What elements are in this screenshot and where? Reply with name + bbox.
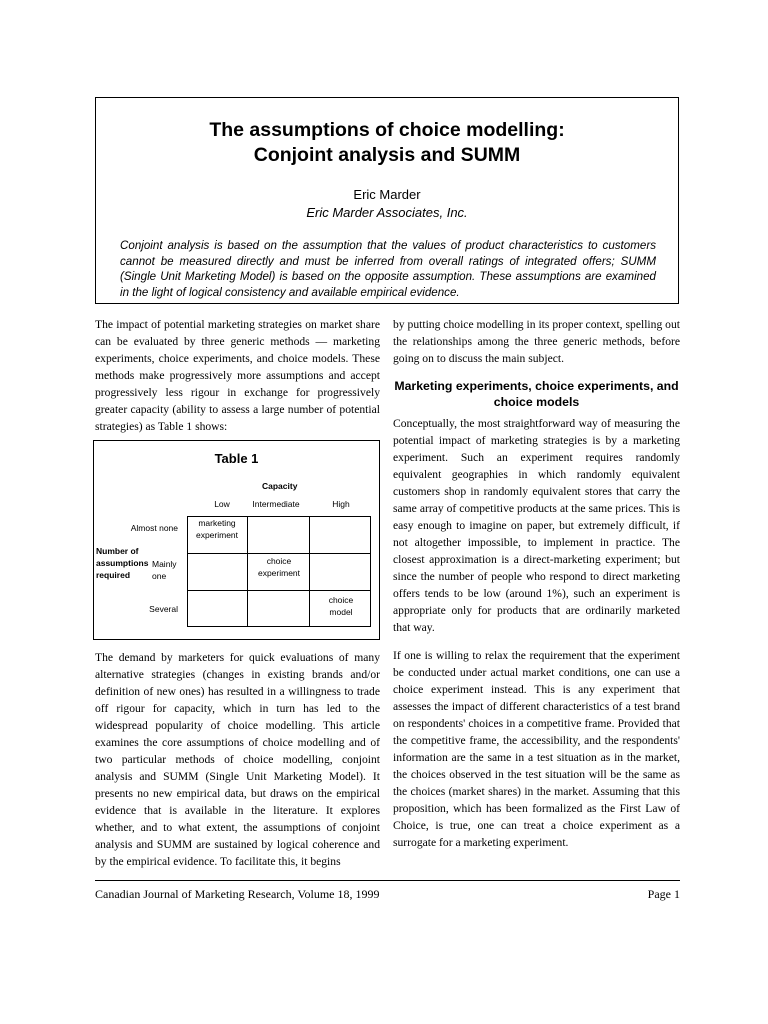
section-heading: Marketing experiments, choice experiments, and choice models xyxy=(394,379,679,409)
grid-line xyxy=(187,590,371,591)
cell-marketing-experiment: marketing experiment xyxy=(195,518,239,540)
col-header-intermediate: Intermediate xyxy=(252,499,300,509)
left-paragraph-2: The demand by marketers for quick evaluations of many alternative strategies (changes in existing brands and/or definition of new ones) has resulted in a willingness to trade off rigour for capacity, which in turn has led to the widespread popularity of choice modelling. This article examines the core assumptions of choice modelling and of two particular methods of choice modelling, conjoint analysis and SUMM (Single Unit Marketing Model). It presents no new empirical data, but draws on the empirical evidence that is available in the literature. It explores whether, and to what extent, the assumptions of conjoint analysis and SUMM are sustained by logical coherence and by the empirical evidence. To facilitate this, it begins xyxy=(95,651,380,868)
capacity-label: Capacity xyxy=(262,481,298,491)
row-axis-label: Number of assumptions required xyxy=(96,546,149,580)
footer-page-number: Page 1 xyxy=(647,887,680,901)
footer-rule xyxy=(95,880,680,881)
right-paragraph-2: Conceptually, the most straightforward way of measuring the potential impact of marketing strategies is by a marketing experiment. Such an experiment requires randomly equivalent geographies in which randomly equivalent customers shop in randomly equivalent stores that carry the same array of competitive products at the same prices. This is easy enough to imagine on paper, but extremely difficult, if not altogether impossible, to implement in practice. The closest approximation is a direct-marketing experiment; but since the number of people who respond to direct marketing offers tends to be low (around 1%), such an experiment is appropriate only for products that are ordinarily marketed that way. xyxy=(393,417,680,634)
cell-choice-experiment: choice experiment xyxy=(257,556,301,578)
row-header-almost-none: Almost none xyxy=(130,523,178,533)
article-title xyxy=(96,118,678,168)
table-1 xyxy=(93,440,380,640)
right-paragraph-1: by putting choice modelling in its proper context, spelling out the relationships among the three generic methods, before going on to discuss the main subject. xyxy=(393,318,680,365)
left-paragraph-1: The impact of potential marketing strategies on market share can be evaluated by three generic methods — marketing experiments, choice experiments, and choice models. These methods make progressively more assumptions and accept progressively less rigour in exchange for progressively greater capacity (ability to assess a large number of potential strategies) as Table 1 shows: xyxy=(95,318,380,433)
author-affiliation: Eric Marder Associates, Inc. xyxy=(306,205,468,220)
grid-line xyxy=(370,516,371,627)
author-name: Eric Marder xyxy=(353,187,421,202)
cell-choice-model: choice model xyxy=(328,595,354,617)
col-header-high: High xyxy=(332,499,350,509)
row-header-several: Several xyxy=(149,604,178,614)
row-header-mainly-one: Mainly one xyxy=(152,559,177,581)
footer-journal: Canadian Journal of Marketing Research, Volume 18, 1999 xyxy=(95,887,380,901)
title-line-1: The assumptions of choice modelling: xyxy=(209,119,565,141)
table-title: Table 1 xyxy=(214,451,259,466)
abstract-box xyxy=(95,97,679,304)
title-line-2: Conjoint analysis and SUMM xyxy=(253,144,521,166)
grid-line xyxy=(187,626,371,627)
grid-line xyxy=(247,516,248,627)
col-header-low: Low xyxy=(214,499,230,509)
grid-line xyxy=(309,516,310,627)
right-paragraph-3: If one is willing to relax the requirement that the experiment be conducted under actual market conditions, one can use a choice experiment instead. This is any experiment that assesses the impact of different characteristics of a test brand on respondents' choices in a competitive frame. Provided that the competitive frame, the accessibility, and the respondents' information are the same in a test situation as in the market, the choices observed in the test situation will be the same as the choices (market shares) in the market. Assuming that this proposition, which has been formalized as the First Law of Choice, is true, one can treat a choice experiment as a surrogate for a marketing experiment. xyxy=(393,649,680,849)
abstract-text: Conjoint analysis is based on the assumption that the values of product characteristics to customers cannot be measured directly and must be inferred from overall ratings of integrated offers; SUMM (Single Unit Marketing Model) is based on the opposite assumption. These assumptions are examined in the light of logical consistency and available empirical evidence. xyxy=(120,239,656,299)
table-grid xyxy=(187,516,371,627)
grid-line xyxy=(187,553,371,554)
